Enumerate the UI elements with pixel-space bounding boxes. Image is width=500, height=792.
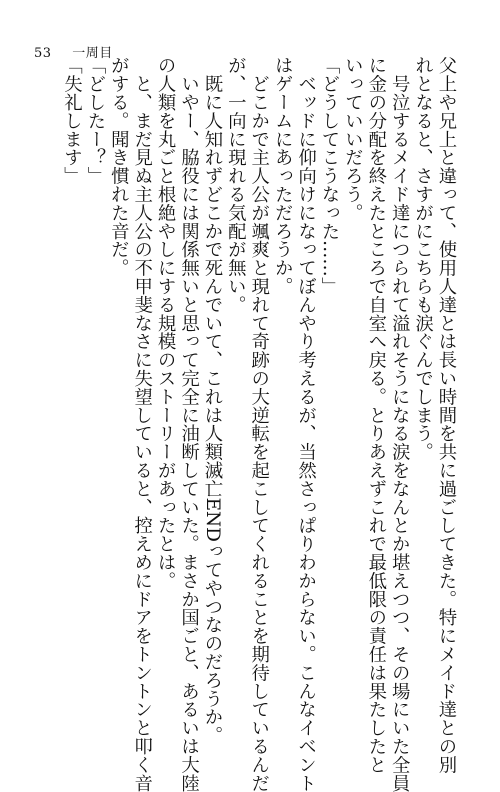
text-line: 「どうしてこうなった……」 [318,56,340,296]
text-line: いやー、脇役には関係無いと思って完全に油断していた。まさか国ごと、あるいは大陸 [178,56,200,792]
text-line: がする。聞き慣れた音だ。 [108,56,130,277]
text-line: 「失礼します」 [61,56,83,185]
text-line: 「どしたー？」 [84,56,106,185]
text-line: が、一向に現れる気配が無い。 [225,56,247,314]
page-number: 53 [34,46,52,61]
vertical-body-text [38,56,458,792]
chapter-title: 一周目 [72,46,113,61]
text-line: ベッドに仰向けになってぼんやり考えるが、当然さっぱりわからない。こんなイベント [295,56,317,792]
text-line: どこかで主人公が颯爽と現れて奇跡の大逆転を起こしてくれることを期待しているんだ [248,56,270,792]
text-line: の人類を丸ごと根絶やしにする規模のストーリーがあったとは。 [155,56,177,590]
text-line: 既に人知れずどこかで死んでいて、これは人類滅亡ENDってやつなのだろうか。 [201,56,223,745]
text-line: と、まだ見ぬ主人公の不甲斐なさに失望していると、控えめにドアをトントンと叩く音 [131,56,153,792]
text-line: はゲームにあっただろうか。 [272,56,294,296]
text-line: 号泣するメイド達につられて溢れそうになる涙をなんとか堪えつつ、その場にいた全員 [389,56,411,792]
text-line: いっていいだろう。 [342,56,364,222]
text-line: に金の分配を終えたところで自室へ戻る。とりあえずこれで最低限の責任は果たしたと [365,56,387,774]
text-line: れとなると、さすがにこちらも涙ぐんでしまう。 [412,56,434,461]
text-line: 父上や兄上と違って、使用人達とは長い時間を共に過ごしてきた。特にメイド達との別 [436,56,457,774]
